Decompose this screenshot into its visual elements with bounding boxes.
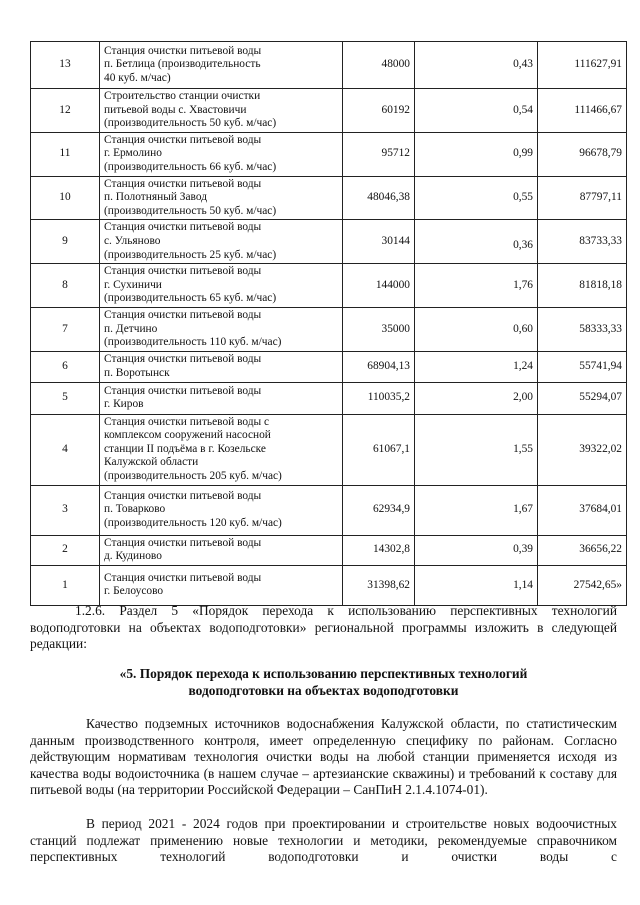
station-power: 1,76 <box>415 264 538 308</box>
station-ratio: 39322,02 <box>538 414 627 485</box>
row-number: 4 <box>31 414 100 485</box>
station-power <box>415 220 538 264</box>
station-ratio: 58333,33 <box>538 307 627 351</box>
station-power: 1,24 <box>415 351 538 382</box>
station-power: 1,67 <box>415 485 538 535</box>
station-power: 1,14 <box>415 565 538 605</box>
station-name: Станция очистки питьевой воды г. Белоусово <box>100 565 343 605</box>
station-ratio: 87797,11 <box>538 176 627 220</box>
station-ratio: 83733,33 <box>538 220 627 264</box>
station-name: Станция очистки питьевой воды с. Ульяново (производительность 25 куб. м/час) <box>100 220 343 264</box>
row-number: 2 <box>31 535 100 565</box>
station-name: Станция очистки питьевой воды с комплексом сооружений насосной станции II подъёма в г. Козельске Калужской области (производительность 205 куб. м/час) <box>100 414 343 485</box>
table-row <box>31 307 627 351</box>
station-power: 0,39 <box>415 535 538 565</box>
row-number: 10 <box>31 176 100 220</box>
section-heading-line2: водоподготовки на объектах водоподготовки <box>188 682 459 698</box>
table-row <box>31 264 627 308</box>
body-paragraph-1: Качество подземных источников водоснабжения Калужской области, по статистическим данным производственного контроля, имеет определенную специфику по районам. Согласно действующим нормативам технология очистки воды на любой станции применяется исходя из качества воды водоисточника (в нашем случае – артезианские скважины) и требований к составу для питьевой воды (на территории Российской Федерации – СанПиН 2.1.4.1074-01). <box>30 716 617 798</box>
station-power: 2,00 <box>415 382 538 414</box>
station-name: Станция очистки питьевой воды п. Товарково (производительность 120 куб. м/час) <box>100 485 343 535</box>
intro-paragraph: 1.2.6. Раздел 5 «Порядок перехода к использованию перспективных технологий водоподготовки на объектах водоподготовки» региональной программы изложить в следующей редакции: <box>30 603 617 652</box>
station-power-value: 0,36 <box>513 238 533 251</box>
table-row <box>31 535 627 565</box>
table-row <box>31 351 627 382</box>
row-number: 9 <box>31 220 100 264</box>
station-cost: 144000 <box>343 264 415 308</box>
station-cost: 14302,8 <box>343 535 415 565</box>
row-number: 12 <box>31 89 100 133</box>
table-row <box>31 565 627 605</box>
station-cost: 48046,38 <box>343 176 415 220</box>
station-name: Станция очистки питьевой воды г. Сухиничи (производительность 65 куб. м/час) <box>100 264 343 308</box>
row-number: 1 <box>31 565 100 605</box>
station-cost: 35000 <box>343 307 415 351</box>
station-cost: 62934,9 <box>343 485 415 535</box>
station-cost: 61067,1 <box>343 414 415 485</box>
station-ratio: 55294,07 <box>538 382 627 414</box>
station-name: Станция очистки питьевой воды п. Воротынск <box>100 351 343 382</box>
station-cost: 48000 <box>343 42 415 89</box>
station-cost: 30144 <box>343 220 415 264</box>
stations-table-body <box>31 42 627 606</box>
section-heading <box>30 666 617 699</box>
table-row <box>31 414 627 485</box>
station-name: Станция очистки питьевой воды д. Кудиново <box>100 535 343 565</box>
station-cost: 31398,62 <box>343 565 415 605</box>
station-ratio: 111466,67 <box>538 89 627 133</box>
station-cost: 60192 <box>343 89 415 133</box>
table-row <box>31 220 627 264</box>
station-ratio: 36656,22 <box>538 535 627 565</box>
station-ratio: 81818,18 <box>538 264 627 308</box>
row-number: 8 <box>31 264 100 308</box>
station-ratio: 111627,91 <box>538 42 627 89</box>
row-number: 5 <box>31 382 100 414</box>
table-row <box>31 89 627 133</box>
row-number: 6 <box>31 351 100 382</box>
body-paragraph-2: В период 2021 - 2024 годов при проектировании и строительстве новых водоочистных станций подлежат применению новые технологии и методики, рекомендуемые справочником перспективных технологий водоподготовки и очистки воды с <box>30 816 617 865</box>
station-power: 0,43 <box>415 42 538 89</box>
row-number: 11 <box>31 132 100 176</box>
table-row <box>31 42 627 89</box>
row-number: 3 <box>31 485 100 535</box>
station-name: Строительство станции очистки питьевой воды с. Хвастовичи (производительность 50 куб. м/час) <box>100 89 343 133</box>
station-name: Станция очистки питьевой воды г. Киров <box>100 382 343 414</box>
station-ratio: 96678,79 <box>538 132 627 176</box>
station-power: 0,55 <box>415 176 538 220</box>
station-name: Станция очистки питьевой воды п. Бетлица (производительность 40 куб. м/час) <box>100 42 343 89</box>
station-power: 1,55 <box>415 414 538 485</box>
station-ratio: 27542,65» <box>538 565 627 605</box>
table-row <box>31 382 627 414</box>
station-name: Станция очистки питьевой воды п. Детчино (производительность 110 куб. м/час) <box>100 307 343 351</box>
station-ratio: 55741,94 <box>538 351 627 382</box>
row-number: 7 <box>31 307 100 351</box>
stations-table <box>30 41 627 606</box>
station-name: Станция очистки питьевой воды п. Полотняный Завод (производительность 50 куб. м/час) <box>100 176 343 220</box>
station-power: 0,54 <box>415 89 538 133</box>
station-cost: 95712 <box>343 132 415 176</box>
station-ratio: 37684,01 <box>538 485 627 535</box>
station-power: 0,99 <box>415 132 538 176</box>
station-name: Станция очистки питьевой воды г. Ермолино (производительность 66 куб. м/час) <box>100 132 343 176</box>
table-row <box>31 176 627 220</box>
station-power: 0,60 <box>415 307 538 351</box>
table-row <box>31 132 627 176</box>
section-heading-line1: «5. Порядок перехода к использованию перспективных технологий <box>119 666 528 681</box>
table-row <box>31 485 627 535</box>
station-cost: 110035,2 <box>343 382 415 414</box>
station-cost: 68904,13 <box>343 351 415 382</box>
row-number: 13 <box>31 42 100 89</box>
